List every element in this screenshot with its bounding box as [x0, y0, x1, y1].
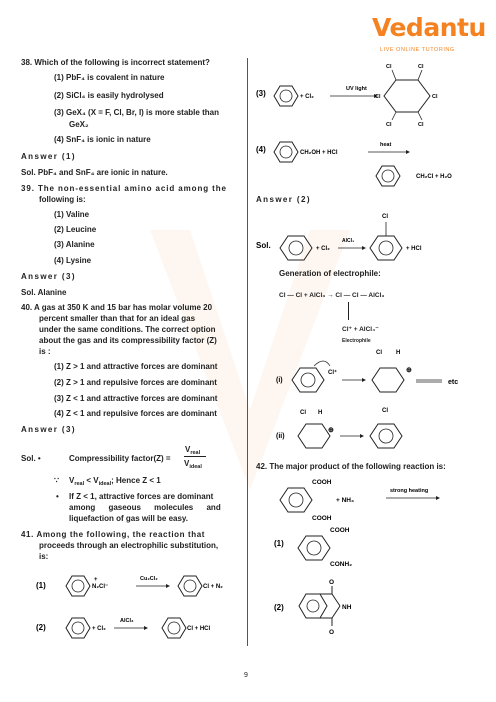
q40-stem-line1: 40. A gas at 350 K and 15 bar has molar volume 20: [21, 303, 213, 312]
svg-text:(1): (1): [36, 581, 46, 590]
q40-bullet2-line3: liquefaction of gas will be easy.: [69, 514, 188, 523]
benzene-ring-icon: [66, 576, 90, 596]
mechanism-step-ii: [256, 404, 486, 460]
bullet: •: [56, 492, 59, 501]
svg-text:Cl + N₂: Cl + N₂: [203, 584, 223, 590]
svg-text:Cl: Cl: [418, 122, 424, 128]
q41-stem-line2: proceeds through an electrophilic substitution,: [39, 541, 219, 550]
svg-text:O: O: [329, 579, 335, 586]
phthalimide-icon: [299, 586, 340, 626]
q42-stem: 42. The major product of the following reaction is:: [256, 462, 446, 471]
svg-text:Cl: Cl: [382, 408, 388, 414]
q42-option1: [256, 524, 486, 572]
vreal-line: $V_{real} < V_{ideal}$; Hence Z < 1: [69, 476, 161, 487]
q39-stem2: following is:: [39, 195, 86, 204]
vedantu-logo: [372, 9, 486, 59]
q41-reaction2: [36, 610, 246, 646]
svg-text:Cl: Cl: [386, 122, 392, 128]
q41-stem-line3: is:: [39, 552, 49, 561]
benzene-ring-icon: [298, 536, 330, 560]
q39-opt1: (1) Valine: [54, 210, 90, 219]
q40-opt4: (4) Z < 1 and repulsive forces are dominant: [54, 409, 217, 418]
svg-text:+: +: [94, 577, 98, 583]
svg-text:CH₂OH + HCl: CH₂OH + HCl: [300, 150, 338, 156]
q39-opt2: (2) Leucine: [54, 225, 97, 234]
logo-tagline: LIVE ONLINE TUTORING: [380, 47, 455, 53]
svg-text:Cu₂Cl₂: Cu₂Cl₂: [140, 576, 158, 582]
electrophile-label: Electrophile: [342, 338, 371, 344]
svg-text:+ Cl₂: + Cl₂: [300, 94, 314, 100]
electrophile-generation-heading: Generation of electrophile:: [279, 269, 381, 278]
svg-text:COOH: COOH: [330, 527, 350, 534]
page-number: 9: [244, 672, 248, 679]
down-arrow: [348, 302, 349, 320]
q41-answer: Answer (2): [256, 195, 311, 204]
q41-reaction4: [256, 136, 486, 188]
svg-text:+ HCl: + HCl: [406, 246, 422, 252]
svg-text:(3): (3): [256, 89, 266, 98]
benzene-ring-icon: [178, 576, 202, 596]
q40-bullet2-line2: among gaseous molecules and: [69, 503, 221, 512]
q40-stem-line3: under the same conditions. The correct option: [39, 325, 216, 334]
benzene-ring-icon: [280, 488, 312, 512]
q42-reaction: [256, 474, 486, 524]
svg-text:(ii): (ii): [276, 433, 285, 440]
q41-stem-line1: 41. Among the following, the reaction that: [21, 530, 206, 539]
svg-text:COOH: COOH: [312, 515, 332, 522]
q38-answer: Answer (1): [21, 152, 76, 161]
svg-text:N₂Cl⁻: N₂Cl⁻: [92, 584, 109, 590]
benzene-ring-icon: [292, 368, 324, 392]
q41-reaction1: [36, 568, 246, 608]
benzene-ring-icon: [370, 236, 402, 260]
benzene-ring-icon: [66, 618, 90, 638]
svg-text:Sol.: Sol.: [256, 241, 271, 250]
benzene-ring-icon: [376, 166, 400, 186]
q38-opt3b: GeX₂: [69, 120, 89, 129]
svg-text:H: H: [318, 410, 323, 416]
svg-text:H: H: [396, 350, 401, 356]
svg-text:Cl: Cl: [418, 64, 424, 70]
q38-solution: Sol. PbF₄ and SnF₄ are ionic in nature.: [21, 168, 168, 177]
electrophile-equation-1: Cl — Cl + AlCl₃ → Cl — Cl — AlCl₃: [279, 292, 385, 299]
because-symbol: ∵: [54, 476, 60, 485]
svg-text:Cl: Cl: [300, 410, 306, 416]
svg-text:+ Cl₂: + Cl₂: [92, 626, 106, 632]
q40-sol-label: Sol. •: [21, 454, 41, 463]
svg-text:UV light: UV light: [346, 86, 367, 92]
svg-text:⊕: ⊕: [328, 427, 334, 434]
svg-text:O: O: [329, 629, 335, 636]
svg-text:heat: heat: [380, 142, 392, 148]
frac-denominator: $V_{ideal}$: [184, 459, 202, 470]
q42-option2: [256, 574, 486, 644]
q40-stem-line5: is :: [39, 347, 51, 356]
benzene-ring-icon: [280, 236, 312, 260]
q39-solution: Sol. Alanine: [21, 288, 67, 297]
svg-text:AlCl₃: AlCl₃: [120, 618, 134, 624]
svg-text:CH₂Cl + H₂O: CH₂Cl + H₂O: [416, 174, 452, 180]
svg-text:Cl: Cl: [382, 214, 388, 220]
svg-text:Cl + HCl: Cl + HCl: [187, 626, 211, 632]
q38-opt2: (2) SiCl₄ is easily hydrolysed: [54, 91, 164, 100]
arenium-ring-icon: [372, 368, 404, 392]
q41-reaction3: [256, 58, 486, 136]
svg-text:Cl: Cl: [386, 64, 392, 70]
q41-solution-reaction: [256, 208, 486, 264]
svg-text:+ Cl₂: + Cl₂: [316, 246, 330, 252]
electrophile-equation-2: Cl⁺ + AlCl₄⁻: [342, 326, 379, 333]
svg-text:Cl: Cl: [375, 94, 381, 100]
svg-text:etc: etc: [448, 379, 459, 386]
benzene-ring-icon: [162, 618, 186, 638]
q40-stem-line4: about the gas and its compressibility factor (Z): [39, 336, 217, 345]
q40-answer: Answer (3): [21, 425, 76, 434]
q39-opt3: (3) Alanine: [54, 240, 95, 249]
svg-text:(2): (2): [274, 603, 284, 612]
svg-text:(1): (1): [274, 539, 284, 548]
svg-text:⊕: ⊕: [406, 367, 412, 374]
q38-opt4: (4) SnF₄ is ionic in nature: [54, 135, 151, 144]
svg-text:(i): (i): [276, 377, 283, 384]
cyclohexane-ring-icon: [384, 80, 430, 112]
q40-sol-text: Compressibility factor(Z) =: [69, 454, 171, 463]
q38-stem: 38. Which of the following is incorrect statement?: [21, 58, 210, 67]
svg-text:(2): (2): [36, 623, 46, 632]
arenium-ring-icon: [298, 424, 330, 448]
fraction-bar: [184, 456, 206, 457]
svg-text:+ NH₃: + NH₃: [336, 497, 354, 504]
benzene-ring-icon: [370, 424, 402, 448]
q38-opt1: (1) PbF₄ is covalent in nature: [54, 73, 165, 82]
svg-text:Cl: Cl: [432, 94, 438, 100]
logo-name: Vedantu: [372, 13, 486, 42]
frac-numerator: $V_{real}$: [185, 445, 201, 456]
q39-opt4: (4) Lysine: [54, 256, 92, 265]
column-divider: [247, 58, 248, 646]
q40-opt2: (2) Z > 1 and repulsive forces are dominant: [54, 378, 217, 387]
svg-text:COOH: COOH: [312, 479, 332, 486]
q38-opt3: (3) GeX₄ (X = F, Cl, Br, I) is more stable than: [54, 108, 219, 117]
q40-bullet2-line1: If Z < 1, attractive forces are dominant: [69, 492, 214, 501]
benzene-ring-icon: [274, 86, 298, 106]
q40-opt3: (3) Z < 1 and attractive forces are dominant: [54, 394, 218, 403]
svg-text:Cl⁺: Cl⁺: [328, 370, 338, 376]
svg-text:strong heating: strong heating: [390, 488, 429, 494]
svg-text:AlCl₃: AlCl₃: [342, 238, 355, 244]
q39-answer: Answer (3): [21, 272, 76, 281]
q39-stem: 39. The non-essential amino acid among the: [21, 184, 227, 193]
svg-text:NH: NH: [342, 604, 352, 611]
svg-text:(4): (4): [256, 145, 266, 154]
benzene-ring-icon: [274, 142, 298, 162]
mechanism-step-i: [256, 344, 486, 404]
svg-text:Cl: Cl: [376, 350, 382, 356]
q40-opt1: (1) Z > 1 and attractive forces are dominant: [54, 362, 218, 371]
svg-text:CONH₂: CONH₂: [330, 561, 353, 568]
q40-stem-line2: percent smaller than that for an ideal gas: [39, 314, 196, 323]
